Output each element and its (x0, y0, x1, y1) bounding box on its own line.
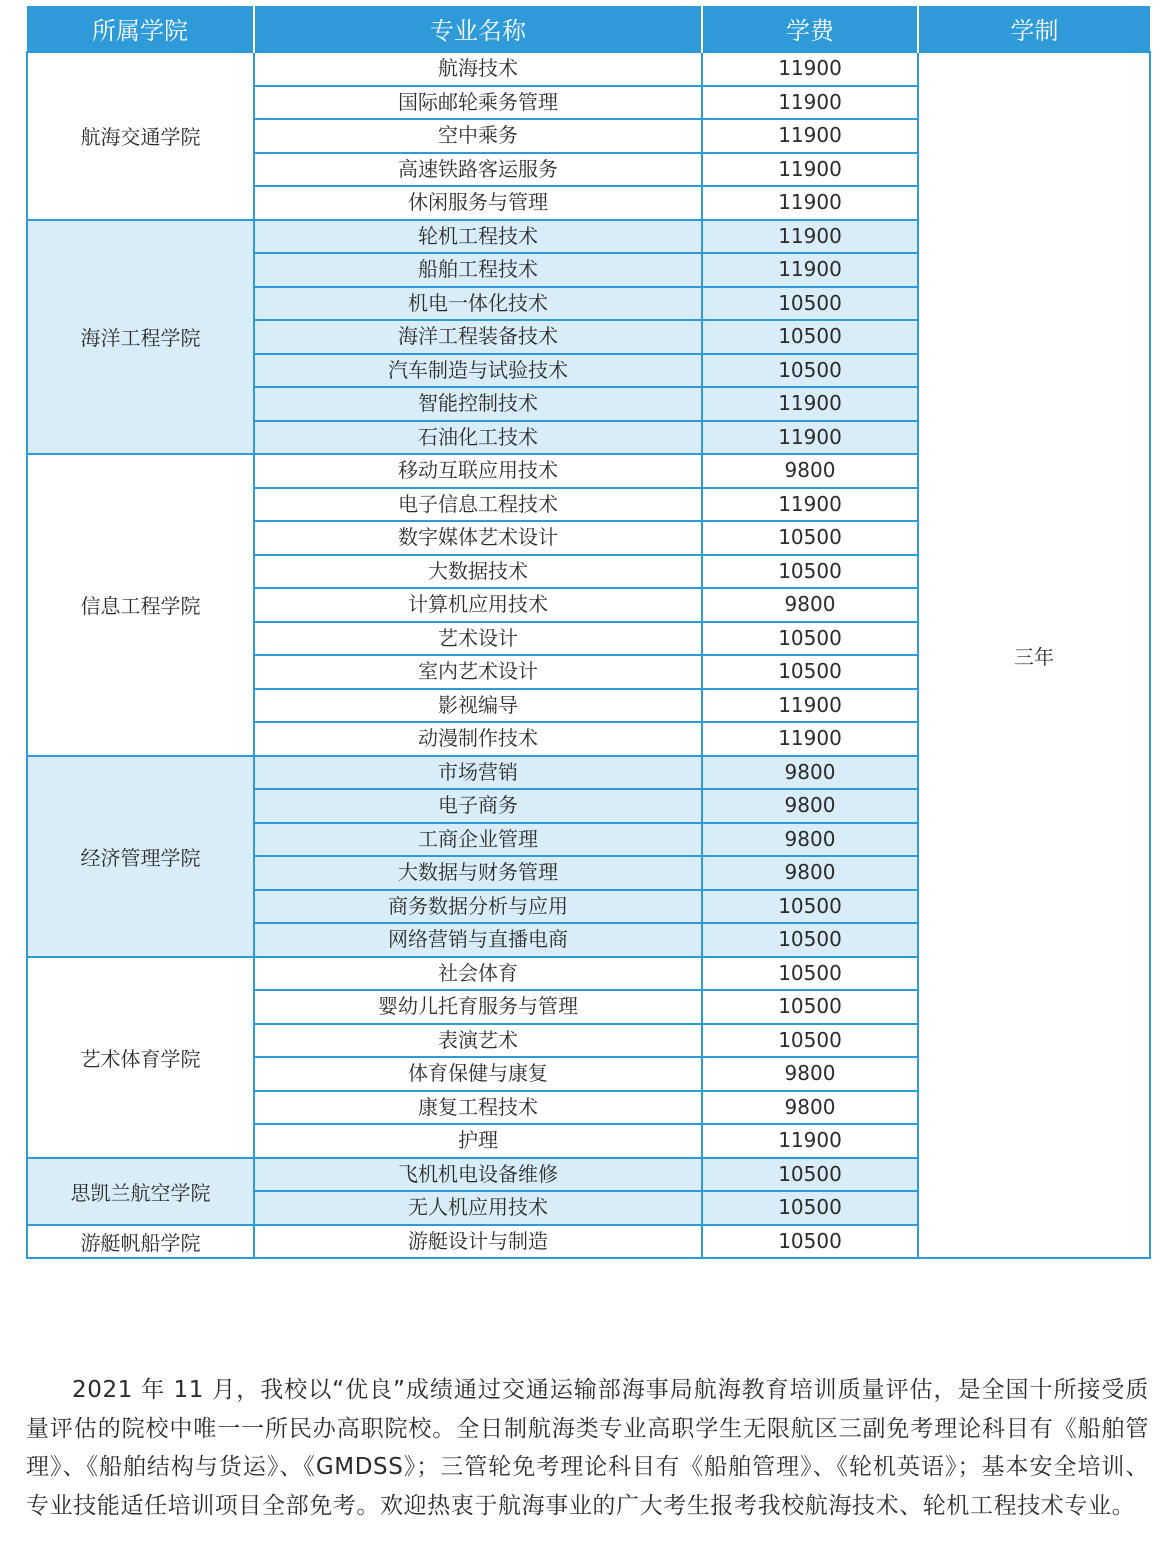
header-college: 所属学院 (27, 6, 254, 52)
major-cell: 智能控制技术 (254, 387, 702, 421)
header-fee: 学费 (702, 6, 918, 52)
college-cell: 思凯兰航空学院 (27, 1158, 254, 1225)
admission-notice: 2021 年 11 月，我校以“优良”成绩通过交通运输部海事局航海教育培训质量评估，是全国十所接受质量评估的院校中唯一一所民办高职院校。全日制航海类专业高职学生无限航区三副免考理论科目有《船舶管理》、《船舶结构与货运》、《GMDSS》；三管轮免考理论科目有《船舶管理》、《轮机英语》；基本安全培训、专业技能适任培训项目全部免考。欢迎热衷于航海事业的广大考生报考我校航海技术、轮机工程技术专业。 (26, 1377, 1149, 1519)
major-cell: 国际邮轮乘务管理 (254, 86, 702, 120)
major-cell: 电子信息工程技术 (254, 488, 702, 522)
major-cell: 康复工程技术 (254, 1091, 702, 1125)
fee-cell: 10500 (702, 1158, 918, 1192)
major-cell: 机电一体化技术 (254, 287, 702, 321)
header-major: 专业名称 (254, 6, 702, 52)
major-cell: 空中乘务 (254, 119, 702, 153)
fee-cell: 11900 (702, 186, 918, 220)
fee-cell: 10500 (702, 655, 918, 689)
fee-cell: 10500 (702, 1225, 918, 1259)
fee-cell: 9800 (702, 1091, 918, 1125)
fee-cell: 11900 (702, 722, 918, 756)
major-cell: 大数据与财务管理 (254, 856, 702, 890)
fee-cell: 10500 (702, 320, 918, 354)
major-cell: 高速铁路客运服务 (254, 153, 702, 187)
fee-cell: 10500 (702, 923, 918, 957)
fee-cell: 10500 (702, 555, 918, 589)
fee-cell: 10500 (702, 354, 918, 388)
major-cell: 婴幼儿托育服务与管理 (254, 990, 702, 1024)
college-cell: 游艇帆船学院 (27, 1225, 254, 1259)
fee-cell: 11900 (702, 488, 918, 522)
major-cell: 动漫制作技术 (254, 722, 702, 756)
major-cell: 市场营销 (254, 756, 702, 790)
college-cell: 信息工程学院 (27, 454, 254, 756)
tuition-table (26, 6, 1151, 1259)
fee-cell: 9800 (702, 856, 918, 890)
major-cell: 大数据技术 (254, 555, 702, 589)
major-cell: 船舶工程技术 (254, 253, 702, 287)
fee-cell: 11900 (702, 387, 918, 421)
fee-cell: 10500 (702, 1024, 918, 1058)
major-cell: 室内艺术设计 (254, 655, 702, 689)
fee-cell: 11900 (702, 253, 918, 287)
major-cell: 社会体育 (254, 957, 702, 991)
table-body (27, 52, 1150, 1258)
fee-cell: 9800 (702, 454, 918, 488)
major-cell: 汽车制造与试验技术 (254, 354, 702, 388)
duration-cell: 三年 (918, 52, 1150, 1258)
fee-cell: 9800 (702, 823, 918, 857)
major-cell: 工商企业管理 (254, 823, 702, 857)
major-cell: 电子商务 (254, 789, 702, 823)
fee-cell: 11900 (702, 52, 918, 86)
fee-cell: 11900 (702, 1124, 918, 1158)
fee-cell: 10500 (702, 890, 918, 924)
fee-cell: 10500 (702, 957, 918, 991)
fee-cell: 11900 (702, 153, 918, 187)
table-header-row (27, 6, 1150, 52)
college-cell: 航海交通学院 (27, 52, 254, 220)
major-cell: 移动互联应用技术 (254, 454, 702, 488)
major-cell: 休闲服务与管理 (254, 186, 702, 220)
major-cell: 计算机应用技术 (254, 588, 702, 622)
fee-cell: 11900 (702, 220, 918, 254)
table-row (27, 52, 1150, 86)
major-cell: 航海技术 (254, 52, 702, 86)
fee-cell: 11900 (702, 689, 918, 723)
college-cell: 海洋工程学院 (27, 220, 254, 455)
fee-cell: 9800 (702, 756, 918, 790)
fee-cell: 10500 (702, 1191, 918, 1225)
major-cell: 飞机机电设备维修 (254, 1158, 702, 1192)
fee-cell: 9800 (702, 1057, 918, 1091)
fee-cell: 11900 (702, 421, 918, 455)
major-cell: 无人机应用技术 (254, 1191, 702, 1225)
major-cell: 轮机工程技术 (254, 220, 702, 254)
major-cell: 石油化工技术 (254, 421, 702, 455)
fee-cell: 11900 (702, 119, 918, 153)
major-cell: 商务数据分析与应用 (254, 890, 702, 924)
major-cell: 艺术设计 (254, 622, 702, 656)
fee-cell: 10500 (702, 990, 918, 1024)
fee-cell: 10500 (702, 287, 918, 321)
major-cell: 影视编导 (254, 689, 702, 723)
college-cell: 艺术体育学院 (27, 957, 254, 1158)
fee-cell: 10500 (702, 622, 918, 656)
major-cell: 数字媒体艺术设计 (254, 521, 702, 555)
major-cell: 表演艺术 (254, 1024, 702, 1058)
fee-cell: 11900 (702, 86, 918, 120)
major-cell: 海洋工程装备技术 (254, 320, 702, 354)
fee-cell: 10500 (702, 521, 918, 555)
major-cell: 游艇设计与制造 (254, 1225, 702, 1259)
fee-cell: 9800 (702, 789, 918, 823)
fee-cell: 9800 (702, 588, 918, 622)
major-cell: 体育保健与康复 (254, 1057, 702, 1091)
college-cell: 经济管理学院 (27, 756, 254, 957)
major-cell: 网络营销与直播电商 (254, 923, 702, 957)
major-cell: 护理 (254, 1124, 702, 1158)
header-duration: 学制 (918, 6, 1150, 52)
